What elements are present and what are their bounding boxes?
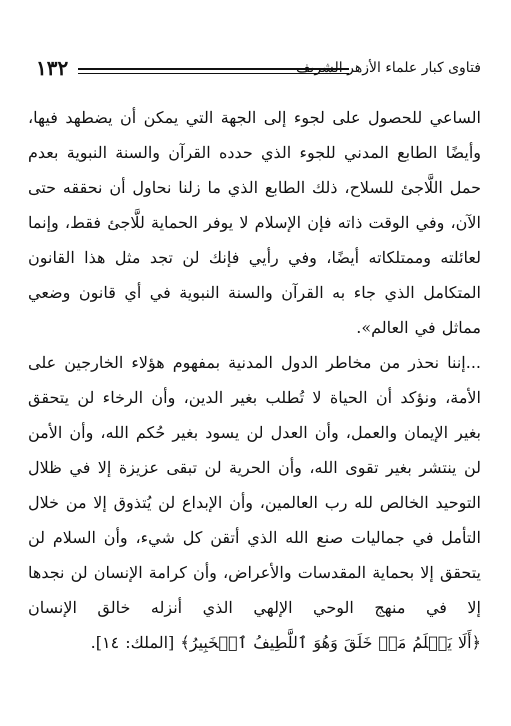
verse-citation: [الملك: ١٤]: [95, 633, 175, 652]
paragraph-1: الساعي للحصول على لجوء إلى الجهة التي يمكن أن يضطهد فيها، وأيضًا الطابع المدني للجوء الذي حدده القرآن والسنة النبوية بعدم حمل اللَّاجئ للسلاح، ذلك الطابع الذي ما زلنا نحاول أن نحققه حتى الآن، وفي الوقت ذاته فإن الإسلام لا يوفر الحماية للَّاجئ فقط، وإنما لعائلته وممتلكاته أيضًا، وفي رأيي فإنك لن تجد مثل هذا القانون المتكامل الذي جاء به القرآن والسنة النبوية في أي قانون وضعي مماثل في العالم».: [28, 108, 481, 337]
paragraph-2: [28, 345, 481, 660]
body-text: [28, 100, 481, 660]
paragraph-2-text: ...إننا نحذر من مخاطر الدول المدنية بمفهوم هؤلاء الخارجين على الأمة، ونؤكد أن الحياة لا تُطلب بغير الدين، وأن الرخاء لن يتحقق بغير الإيمان والعمل، وأن العدل لن يسود بغير حُكم الله، وأن الأمن لن ينتشر بغير تقوى الله، وأن الحرية لن تبقى عزيزة إلا في ظلال التوحيد الخالص لله رب العالمين، وأن الإبداع لن يُتذوق إلا من خلال التأمل في جماليات صنع الله الذي أتقن كل شيء، وأن السلام لن يتحقق إلا بحماية المقدسات والأعراض، وأن كرامة الإنسان لن نجدها إلا في منهج الوحي الإلهي الذي أنزله خالق الإنسان: [28, 353, 481, 617]
quran-verse: ﴿أَلَا يَعۡلَمُ مَنۡ خَلَقَ وَهُوَ ٱللَّطِيفُ ٱلۡخَبِيرُ﴾: [180, 633, 481, 652]
page-header: [30, 54, 481, 82]
running-title: فتاوى كبار علماء الأزهر الشريف: [295, 60, 481, 76]
page-number: ١٣٢: [36, 56, 69, 80]
closing-mark: .: [90, 633, 96, 652]
